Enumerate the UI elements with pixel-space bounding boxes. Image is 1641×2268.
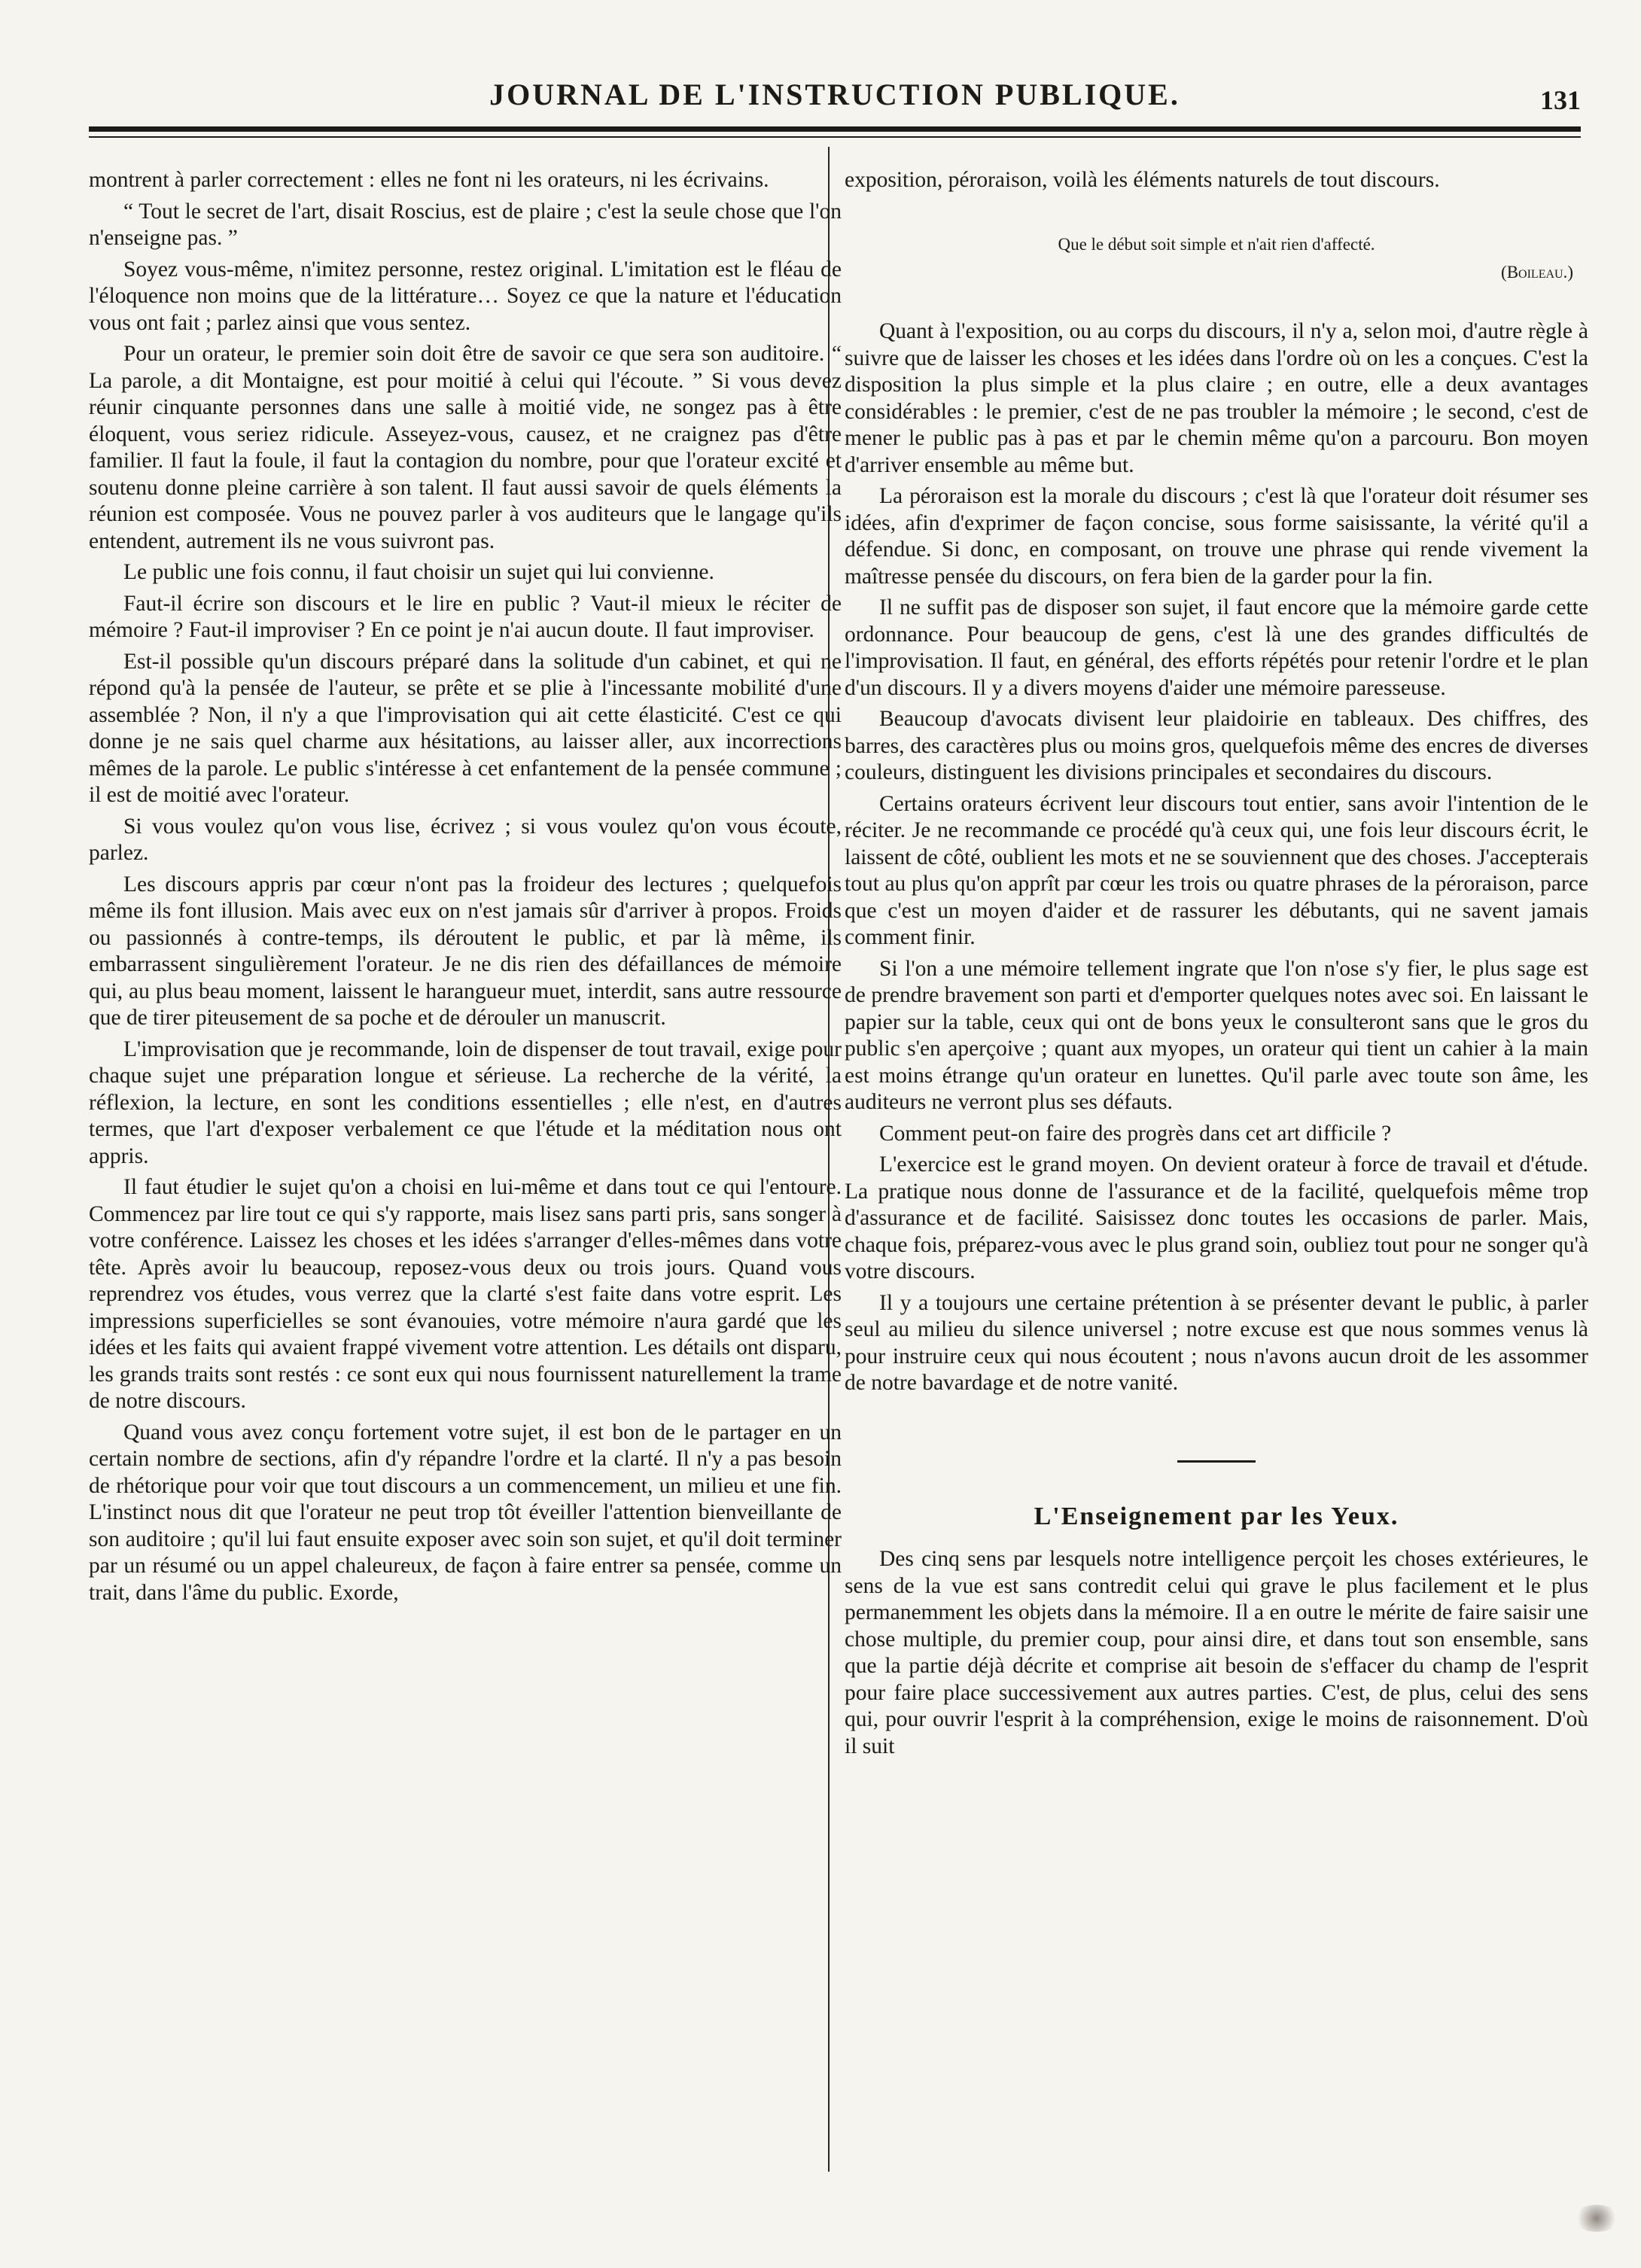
paragraph: Comment peut-on faire des progrès dans cet art difficile ? [879,1121,1392,1146]
section-divider [1177,1460,1256,1463]
paragraph: Les discours appris par cœur n'ont pas la froideur des lectures ; quelquefois même ils font illusion. Mais avec eux on n'est jamais sûr d'arriver à propos. Froids ou passionnés à contre-temps, ils déroutent le public, et par là même, ils embarrassent singulièrement l'orateur. Je ne dis rien des défaillances de mémoire qui, au plus beau moment, laissent le harangueur muet, interdit, sans autre ressource que de tirer piteusement de sa poche et de dérouler un manuscrit. [89,872,842,1030]
ink-stain [1573,2205,1620,2232]
paragraph: L'exercice est le grand moyen. On devient orateur à force de travail et d'étude. La pratique nous donne de l'assurance et de la facilité, quelquefois même trop d'assurance et de facilité. Saisissez donc toutes les occasions de parler. Mais, chaque fois, préparez-vous avec le plus grand soin, oubliez tout pour ne songer qu'à votre discours. [845,1152,1588,1283]
paragraph: Beaucoup d'avocats divisent leur plaidoirie en tableaux. Des chiffres, des barres, des caractères plus ou moins gros, quelquefois même des encres de diverses couleurs, distinguent les divisions principales et secondaires du discours. [845,707,1588,784]
paragraph: Faut-il écrire son discours et le lire en public ? Vaut-il mieux le réciter de mémoire ? Faut-il improviser ? En ce point je n'ai aucun doute. Il faut improviser. [89,591,842,642]
paragraph: Quant à l'exposition, ou au corps du discours, il n'y a, selon moi, d'autre règle à suivre que de laisser les choses et les idées dans l'ordre où on les a conçues. C'est la disposition la plus simple et la plus claire ; en outre, elle a deux avantages considérables : le premier, c'est de ne pas troubler la mémoire ; le second, c'est de mener le public pas à pas et par le chemin même qu'on a parcouru. Bon moyen d'arriver ensemble au même but. [845,319,1588,477]
paragraph: Le public une fois connu, il faut choisir un sujet qui lui convienne. [123,560,714,584]
running-title: JOURNAL DE L'INSTRUCTION PUBLIQUE. [489,78,1180,111]
right-column [845,167,1588,1764]
paragraph: exposition, péroraison, voilà les éléments naturels de tout discours. [845,168,1440,192]
paragraph: Il faut étudier le sujet qu'on a choisi en lui-même et dans tout ce qui l'entoure. Commencez par lire tout ce qui s'y rapporte, mais lisez sans parti pris, sans songer à votre conférence. Laissez les choses et les idées s'arranger d'elles-mêmes dans votre tête. Après avoir lu beaucoup, reposez-vous deux ou trois jours. Quand vous reprendrez vos études, vous verrez que la clarté s'est faite dans votre esprit. Les impressions superficielles se sont évanouies, votre mémoire n'aura gardé que les idées et les faits qui avaient frappé vivement votre attention. Les détails ont disparu, les grands traits sont restés : ce sont eux qui nous fournissent naturellement la trame de notre discours. [89,1175,842,1413]
epigraph-source: (Boileau.) [1501,262,1573,282]
paragraph: L'improvisation que je recommande, loin de dispenser de tout travail, exige pour chaque sujet une préparation longue et sérieuse. La recherche de la vérité, la réflexion, la lecture, en sont les conditions essentielles ; elle n'est, en d'autres termes, que l'art d'exposer verbalement ce que l'étude et la méditation nous ont appris. [89,1037,842,1168]
epigraph: Que le début soit simple et n'ait rien d'affecté. [1058,234,1375,254]
page-number: 131 [1540,85,1581,115]
header-rule-thin [89,136,1581,138]
paragraph: Si vous voulez qu'on vous lise, écrivez ; si vous voulez qu'on vous écoute, parlez. [89,814,842,865]
paragraph: Si l'on a une mémoire tellement ingrate que l'on n'ose s'y fier, le plus sage est de prendre bravement son parti et d'emporter quelques notes avec soi. En laissant le papier sur la table, ceux qui ont de bons yeux le consulteront sans que le gros du public s'en aperçoive ; quant aux myopes, un orateur qui tient un cahier à la main est moins étrange qu'un orateur en lunettes. Qu'il parle avec toute son âme, les auditeurs ne verront plus ses défauts. [845,956,1588,1114]
paragraph: Soyez vous-même, n'imitez personne, restez original. L'imitation est le fléau de l'éloquence non moins que de la littérature… Soyez ce que la nature et l'éducation vous ont fait ; parlez ainsi que vous sentez. [89,257,842,335]
paragraph: La péroraison est la morale du discours ; c'est là que l'orateur doit résumer ses idées, afin d'exprimer de façon concise, sous forme saisissante, la vérité qu'il a défendue. Si donc, en composant, on trouve une phrase qui rende vivement la maîtresse pensée du discours, on fera bien de la garder pour la fin. [845,484,1588,589]
paragraph: Il y a toujours une certaine prétention à se présenter devant le public, à parler seul au milieu du silence universel ; notre excuse est que nous sommes venus là pour instruire ceux qui nous écoutent ; nous n'avons aucun droit de les assommer de notre bavardage et de notre vanité. [845,1290,1588,1395]
paragraph: Pour un orateur, le premier soin doit être de savoir ce que sera son auditoire. “ La parole, a dit Montaigne, est pour moitié à celui qui l'écoute. ” Si vous devez réunir cinquante personnes dans une salle à moitié vide, ne songez pas à être éloquent, vous seriez ridicule. Asseyez-vous, causez, et ne craignez pas d'être familier. Il faut la foule, il faut la contagion du nombre, pour que l'orateur excité et soutenu donne pleine carrière à son talent. Il faut aussi savoir de quels éléments la réunion est composée. Vous ne pouvez parler à vos auditeurs que le langage qu'ils entendent, autrement ils ne vous suivront pas. [89,342,842,553]
paragraph: Des cinq sens par lesquels notre intelligence perçoit les choses extérieures, le sens de la vue est sans contredit celui qui grave le plus facilement et le plus permanemment les objets dans la mémoire. Il a en outre le mérite de faire saisir une chose multiple, du premier coup, pour ainsi dire, et dans tout son ensemble, sans que la partie déjà décrite et comprise ait besoin de s'effacer du champ de l'esprit pour faire place successivement aux autres parties. C'est, de plus, celui des sens qui, pour ouvrir l'esprit à la compréhension, exige le moins de raisonnement. D'où il suit [845,1547,1588,1758]
paragraph: Est-il possible qu'un discours préparé dans la solitude d'un cabinet, et qui ne répond qu'à la pensée de l'auteur, se prête et se plie à l'incessante mobilité d'une assemblée ? Non, il n'y a que l'improvisation qui ait cette élasticité. C'est ce qui donne je ne sais quel charme aux hésitations, au laisser aller, aux incorrections mêmes de la parole. Le public s'intéresse à cet enfantement de la pensée commune ; il est de moitié avec l'orateur. [89,649,842,807]
section-heading: L'Enseignement par les Yeux. [1034,1502,1399,1530]
paragraph: Il ne suffit pas de disposer son sujet, il faut encore que la mémoire garde cette ordonnance. Pour beaucoup de gens, c'est là une des grandes difficultés de l'improvisation. Il faut, en général, des efforts répétés pour retenir l'ordre et le plan d'un discours. Il y a divers moyens d'aider une mémoire paresseuse. [845,595,1588,700]
paragraph: Quand vous avez conçu fortement votre sujet, il est bon de le partager en un certain nombre de sections, afin d'y répandre l'ordre et la clarté. Il n'y a pas besoin de rhétorique pour voir que tout discours a un commencement, un milieu et une fin. L'instinct nous dit que l'orateur ne peut trop tôt éveiller l'attention bienveillante de son auditoire ; qu'il lui faut ensuite exposer avec soin son sujet, et qu'il doit terminer par un résumé ou un appel chaleureux, de façon à faire entrer sa pensée, comme un trait, dans l'âme du public. Exorde, [89,1420,842,1605]
header-rule-thick [89,126,1581,132]
paragraph: “ Tout le secret de l'art, disait Roscius, est de plaire ; c'est la seule chose que l'on n'enseigne pas. ” [89,199,842,250]
left-column [89,167,842,1611]
page-header [89,74,1581,119]
paragraph: Certains orateurs écrivent leur discours tout entier, sans avoir l'intention de le réciter. Je ne recommande ce procédé qu'à ceux qui, une fois leur discours écrit, le laissent de côté, oublient les mots et ne se souviennent que des choses. J'accepterais tout au plus qu'on apprît par cœur les trois ou quatre phrases de la péroraison, parce que c'est un moyen d'aider et de rassurer les débutants, qui ne savent jamais comment finir. [845,791,1588,949]
paragraph: montrent à parler correctement : elles ne font ni les orateurs, ni les écrivains. [89,168,769,192]
